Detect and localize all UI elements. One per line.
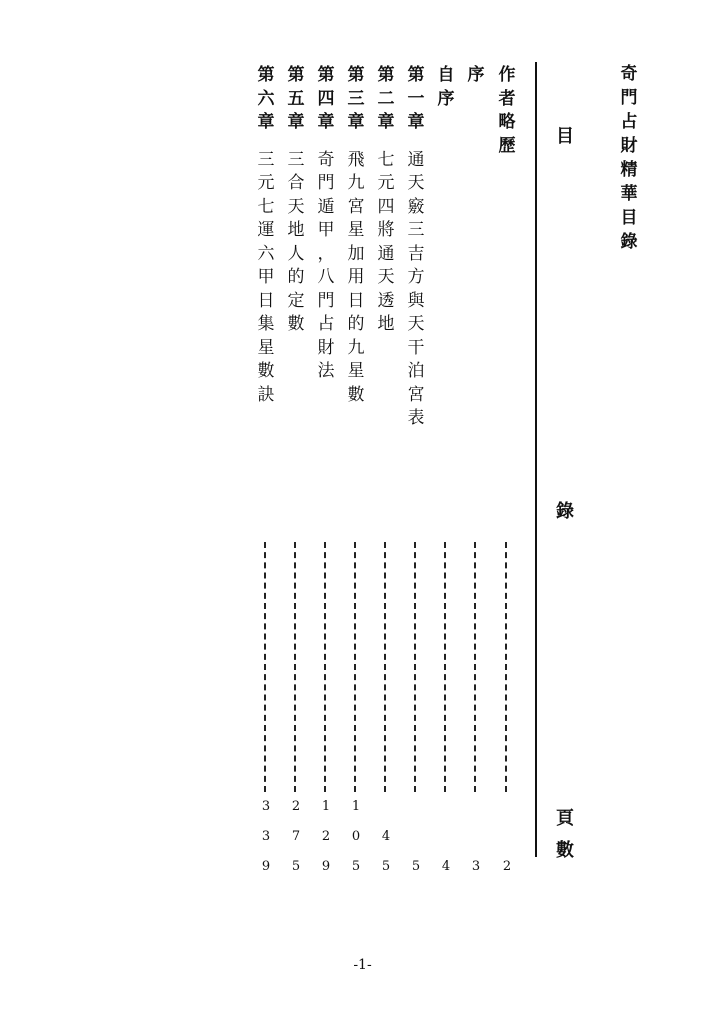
header-mu: 目 xyxy=(556,126,574,147)
toc-entry xyxy=(344,64,368,944)
toc-entry xyxy=(404,64,428,944)
toc-entry xyxy=(495,64,519,944)
dotted-leader xyxy=(444,542,446,792)
toc-entry-label: 第 四 章 xyxy=(317,65,335,132)
dotted-leader xyxy=(324,542,326,792)
toc-entry xyxy=(374,64,398,944)
toc-entry-page: 2 7 5 xyxy=(291,799,301,874)
toc-entry xyxy=(464,64,488,944)
toc-entry-title: 飛 九 宮 星 加 用 日 的 九 星 數 xyxy=(347,149,365,405)
header-lu: 錄 xyxy=(556,501,574,522)
toc-entry-page: 4 xyxy=(441,859,451,874)
toc-entry-page: 1 0 5 xyxy=(351,799,361,874)
toc-entry-title: 三 元 七 運 六 甲 日 集 星 數 訣 xyxy=(257,149,275,405)
dotted-leader xyxy=(354,542,356,792)
dotted-leader xyxy=(294,542,296,792)
toc-entry-label: 自 序 xyxy=(437,65,455,109)
page-folio: -1- xyxy=(353,957,372,973)
toc-entry-label: 作 者 略 歷 xyxy=(498,65,516,156)
toc-entry-title: 奇 門 遁 甲 ， 八 門 占 財 法 xyxy=(317,149,335,381)
toc-entry-label: 第 五 章 xyxy=(287,65,305,132)
toc-entry xyxy=(254,64,278,944)
toc-entry xyxy=(284,64,308,944)
toc-entry-title: 通 天 竅 三 吉 方 與 天 干 泊 宮 表 xyxy=(407,149,425,428)
toc-entry-page: 4 5 xyxy=(381,829,391,874)
dotted-leader xyxy=(414,542,416,792)
toc-entry-page: 3 xyxy=(471,859,481,874)
toc-entry-title: 三 合 天 地 人 的 定 數 xyxy=(287,149,305,334)
toc-entry-page: 2 xyxy=(502,859,512,874)
toc-entry-label: 第 二 章 xyxy=(377,65,395,132)
toc-entry-title: 七 元 四 將 通 天 透 地 xyxy=(377,149,395,334)
dotted-leader xyxy=(264,542,266,792)
toc-entry xyxy=(314,64,338,944)
dotted-leader xyxy=(474,542,476,792)
header-page-label: 頁 數 xyxy=(556,808,574,861)
book-title: 奇 門 占 財 精 華 目 錄 xyxy=(620,64,638,252)
toc-entry-label: 序 xyxy=(467,65,485,85)
dotted-leader xyxy=(505,542,507,792)
toc-entry-page: 5 xyxy=(411,859,421,874)
toc-entry-label: 第 三 章 xyxy=(347,65,365,132)
toc-entry-page: 1 2 9 xyxy=(321,799,331,874)
toc-entry-page: 3 3 9 xyxy=(261,799,271,874)
toc-entry xyxy=(434,64,458,944)
dotted-leader xyxy=(384,542,386,792)
toc-entry-label: 第 六 章 xyxy=(257,65,275,132)
header-divider xyxy=(535,62,537,857)
toc-entry-label: 第 一 章 xyxy=(407,65,425,132)
